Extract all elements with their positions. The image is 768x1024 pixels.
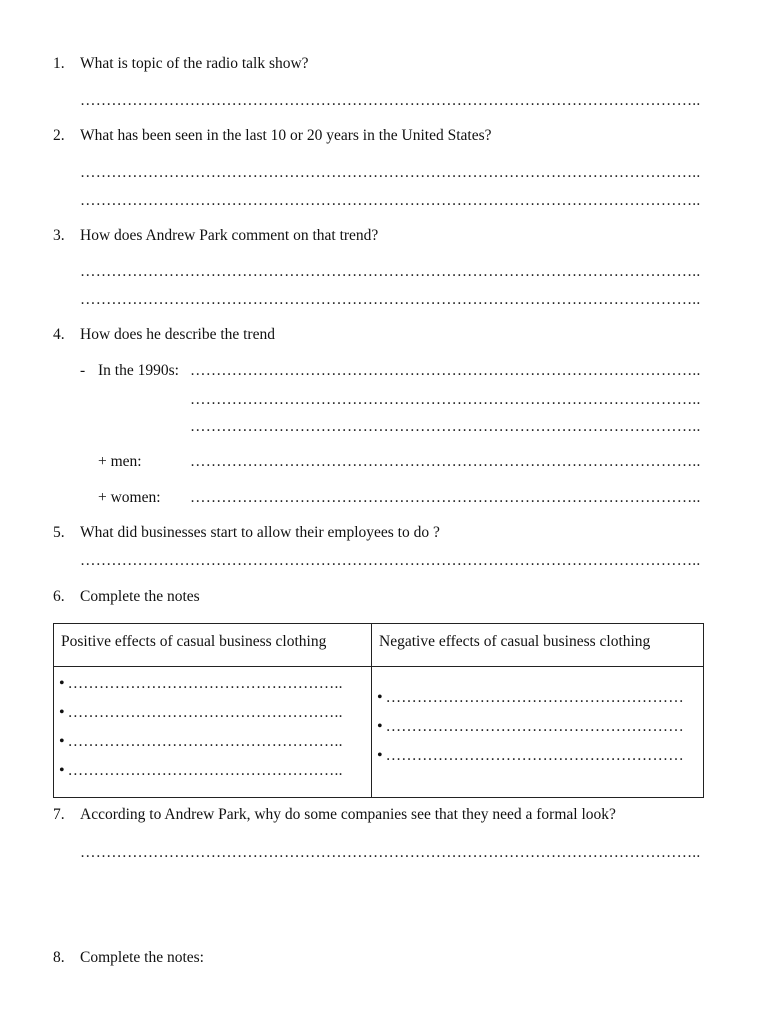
q4-text: How does he describe the trend — [80, 326, 275, 343]
q4-dash: - — [80, 362, 86, 379]
positive-item-1[interactable]: • …………………………………………….. — [59, 675, 343, 692]
positive-effects-header: Positive effects of casual business clothing — [54, 624, 372, 667]
q4-1990s-line-3[interactable]: …………………………………………………………………………………….. — [190, 418, 701, 435]
negative-item-2[interactable]: • ………………………………………………… — [377, 718, 684, 735]
q4-men-line[interactable]: …………………………………………………………………………………….. — [190, 453, 701, 470]
q3-answer-line-2[interactable]: ……………………………………………………………………………………………………….. — [80, 291, 701, 308]
q3-text: How does Andrew Park comment on that trend? — [80, 227, 379, 244]
effects-table — [53, 623, 704, 798]
q2-answer-line-1[interactable]: ……………………………………………………………………………………………………….. — [80, 164, 701, 181]
q1-number: 1. — [53, 55, 65, 72]
q6-number: 6. — [53, 588, 65, 605]
negative-effects-header: Negative effects of casual business clothing — [372, 624, 704, 667]
q5-text: What did businesses start to allow their employees to do ? — [80, 524, 440, 541]
q4-sub-men: + men: — [98, 453, 142, 470]
positive-item-4[interactable]: • …………………………………………….. — [59, 762, 343, 779]
q5-number: 5. — [53, 524, 65, 541]
q2-answer-line-2[interactable]: ……………………………………………………………………………………………………….. — [80, 192, 701, 209]
positive-effects-cell — [54, 667, 372, 798]
positive-item-3[interactable]: • …………………………………………….. — [59, 733, 343, 750]
q1-answer-line[interactable]: ……………………………………………………………………………………………………….. — [80, 92, 701, 109]
q4-number: 4. — [53, 326, 65, 343]
q8-text: Complete the notes: — [80, 949, 204, 966]
q2-text: What has been seen in the last 10 or 20 years in the United States? — [80, 127, 492, 144]
q5-answer-line[interactable]: ……………………………………………………………………………………………………….. — [80, 552, 701, 569]
negative-item-1[interactable]: • ………………………………………………… — [377, 689, 684, 706]
q4-sub-1990s: In the 1990s: — [98, 362, 179, 379]
q2-number: 2. — [53, 127, 65, 144]
q4-sub-women: + women: — [98, 489, 161, 506]
q7-text: According to Andrew Park, why do some companies see that they need a formal look? — [80, 806, 616, 823]
positive-item-2[interactable]: • …………………………………………….. — [59, 704, 343, 721]
q3-answer-line-1[interactable]: ……………………………………………………………………………………………………….. — [80, 263, 701, 280]
q1-text: What is topic of the radio talk show? — [80, 55, 309, 72]
q8-number: 8. — [53, 949, 65, 966]
negative-effects-cell — [372, 667, 704, 798]
q3-number: 3. — [53, 227, 65, 244]
q7-answer-line[interactable]: ……………………………………………………………………………………………………….. — [80, 844, 701, 861]
q6-text: Complete the notes — [80, 588, 200, 605]
negative-item-3[interactable]: • ………………………………………………… — [377, 747, 684, 764]
q4-1990s-line-1[interactable]: …………………………………………………………………………………….. — [190, 362, 701, 379]
q7-number: 7. — [53, 806, 65, 823]
q4-1990s-line-2[interactable]: …………………………………………………………………………………….. — [190, 391, 701, 408]
q4-women-line[interactable]: …………………………………………………………………………………….. — [190, 489, 701, 506]
